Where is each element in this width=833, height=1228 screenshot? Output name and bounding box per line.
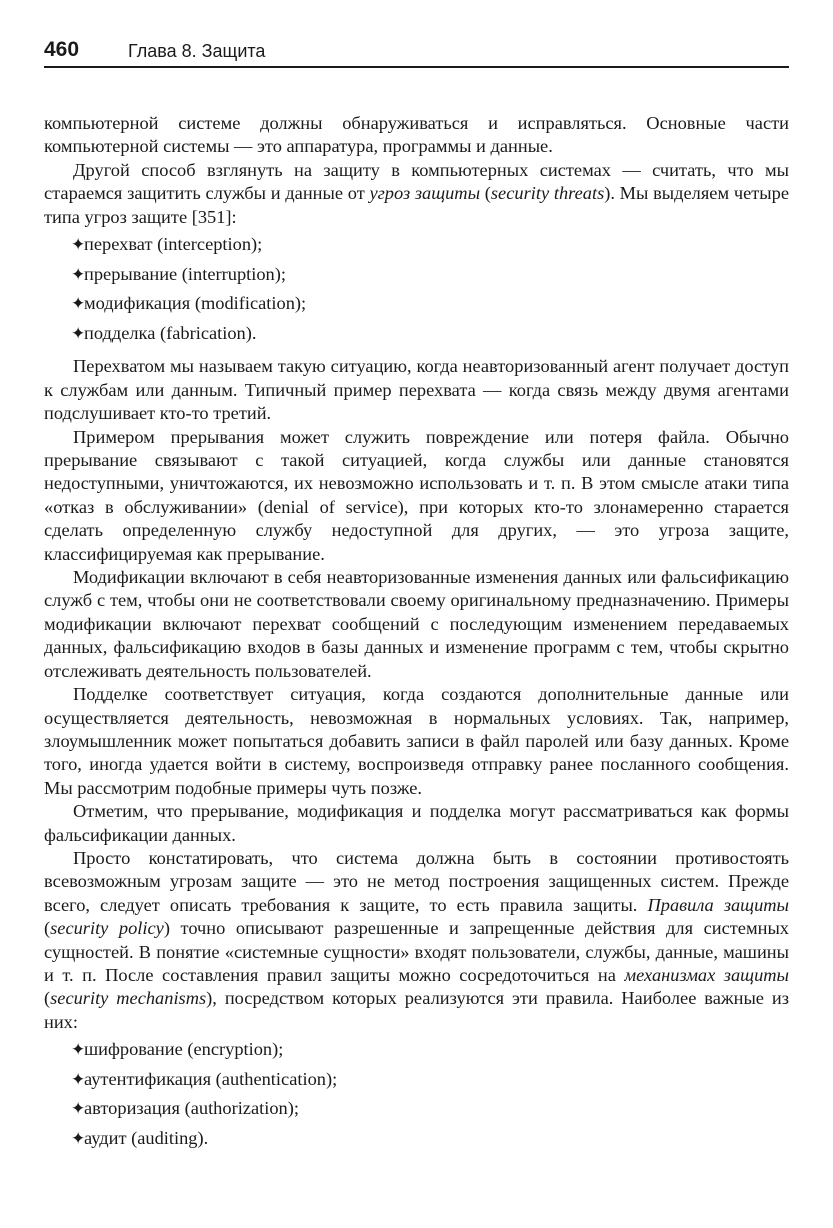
term-security-policy-en: security policy	[50, 918, 164, 939]
paragraph-6: Подделке соответствует ситуация, когда создаются дополнительные данные или осуществляется деятельность, невозможная в нормальных условиях. Так, например, злоумышленник может попытаться добавить записи в файл паролей или базу данных. Кроме того, иногда удается войти в систему, воспроизведя отправку ранее посланного сообщения. Мы рассмотрим подобные примеры чуть позже.	[44, 684, 789, 798]
paragraph-8-text: (	[44, 988, 51, 1009]
term-security-threats: угроз защиты	[369, 183, 481, 204]
paragraph-8	[44, 847, 789, 1034]
paragraph-8-text: Просто констатировать, что система должна быть в состоянии противостоять всевозможным угрозам защите — это не метод построения защищенных систем. Прежде всего, следует описать требования к защите, то есть правила защиты.	[44, 847, 789, 915]
list-item-text: аудит (auditing).	[84, 1127, 209, 1148]
paragraph-4: Примером прерывания может служить повреждение или потеря файла. Обычно прерывание связывают с такой ситуацией, когда службы или данные становятся недоступными, уничтожаются, их невозможно использовать и т. п. В этом смысле атаки типа «отказ в обслуживании» (denial of service), при которых кто-то злонамеренно старается сделать определенную службу недоступной для других, — это угроза защите, классифицируемая как прерывание.	[44, 426, 789, 564]
list-item	[44, 263, 789, 293]
list-item	[44, 1068, 789, 1098]
four-point-star-bullet-icon: ✦	[71, 264, 86, 285]
list-item	[44, 233, 789, 263]
list-item	[44, 1097, 789, 1127]
page-number: 460	[44, 38, 80, 61]
page-body	[44, 112, 789, 1161]
list-item-text: подделка (fabrication).	[84, 322, 257, 343]
four-point-star-bullet-icon: ✦	[71, 235, 86, 256]
list-item	[44, 322, 789, 352]
list-item-text: шифрование (encryption);	[84, 1039, 284, 1060]
four-point-star-bullet-icon: ✦	[71, 323, 86, 344]
four-point-star-bullet-icon: ✦	[71, 1099, 86, 1120]
list-item-text: модификация (modification);	[84, 293, 307, 314]
paragraph-2-text: ). Мы выделяем четыре типа угроз защите [351]:	[44, 183, 789, 227]
paragraph-7: Отметим, что прерывание, модификация и подделка могут рассматриваться как формы фальсификации данных.	[44, 801, 789, 845]
term-security-mechanisms: механизмах защиты	[624, 964, 789, 985]
paragraph-8-text: ), посредством которых реализуются эти правила. Наиболее важные из них:	[44, 988, 789, 1032]
four-point-star-bullet-icon: ✦	[71, 294, 86, 315]
paragraph-2	[44, 159, 789, 229]
four-point-star-bullet-icon: ✦	[71, 1069, 86, 1090]
list-item	[44, 1127, 789, 1157]
paragraph-8-text: ) точно описывают разрешенные и запрещенные действия для системных сущностей. В понятие «системные сущности» входят пользователи, службы, данные, машины и т. п. После составления правил защиты можно сосредоточиться на	[44, 918, 790, 985]
paragraph-8-text: (	[44, 918, 51, 939]
paragraph-5: Модификации включают в себя неавторизованные изменения данных или фальсификацию служб с тем, чтобы они не соответствовали своему оригинальному предназначению. Примеры модификации включают перехват сообщений с последующим изменением передаваемых данных, фальсификацию входов в базы данных и изменение программ с тем, чтобы скрытно отслеживать деятельность пользователей.	[44, 567, 789, 681]
term-security-threats-en: security threats	[490, 183, 605, 204]
list-item	[44, 1038, 789, 1068]
list-item-text: аутентификация (authentication);	[84, 1068, 338, 1089]
term-security-policy: Правила защиты	[647, 894, 789, 915]
mechanisms-list	[44, 1038, 789, 1156]
paragraph-1: компьютерной системе должны обнаруживаться и исправляться. Основные части компьютерной системы — это аппаратура, программы и данные.	[44, 113, 789, 157]
chapter-title: Глава 8. Защита	[128, 41, 266, 61]
paragraph-2-text: (	[480, 183, 491, 204]
threats-list	[44, 233, 789, 351]
list-item-text: авторизация (authorization);	[84, 1098, 299, 1119]
four-point-star-bullet-icon: ✦	[71, 1128, 86, 1149]
list-item-text: перехват (interception);	[84, 234, 263, 255]
running-header	[44, 38, 789, 68]
term-security-mechanisms-en: security mechanisms	[50, 988, 207, 1009]
four-point-star-bullet-icon: ✦	[71, 1040, 86, 1061]
paragraph-2-text: Другой способ взглянуть на защиту в компьютерных системах — считать, что мы стараемся защитить службы и данные от	[44, 159, 789, 204]
paragraph-3: Перехватом мы называем такую ситуацию, когда неавторизованный агент получает доступ к службам или данным. Типичный пример перехвата — когда связь между двумя агентами подслушивает кто-то третий.	[44, 356, 789, 424]
list-item	[44, 292, 789, 322]
list-item-text: прерывание (interruption);	[84, 263, 286, 284]
